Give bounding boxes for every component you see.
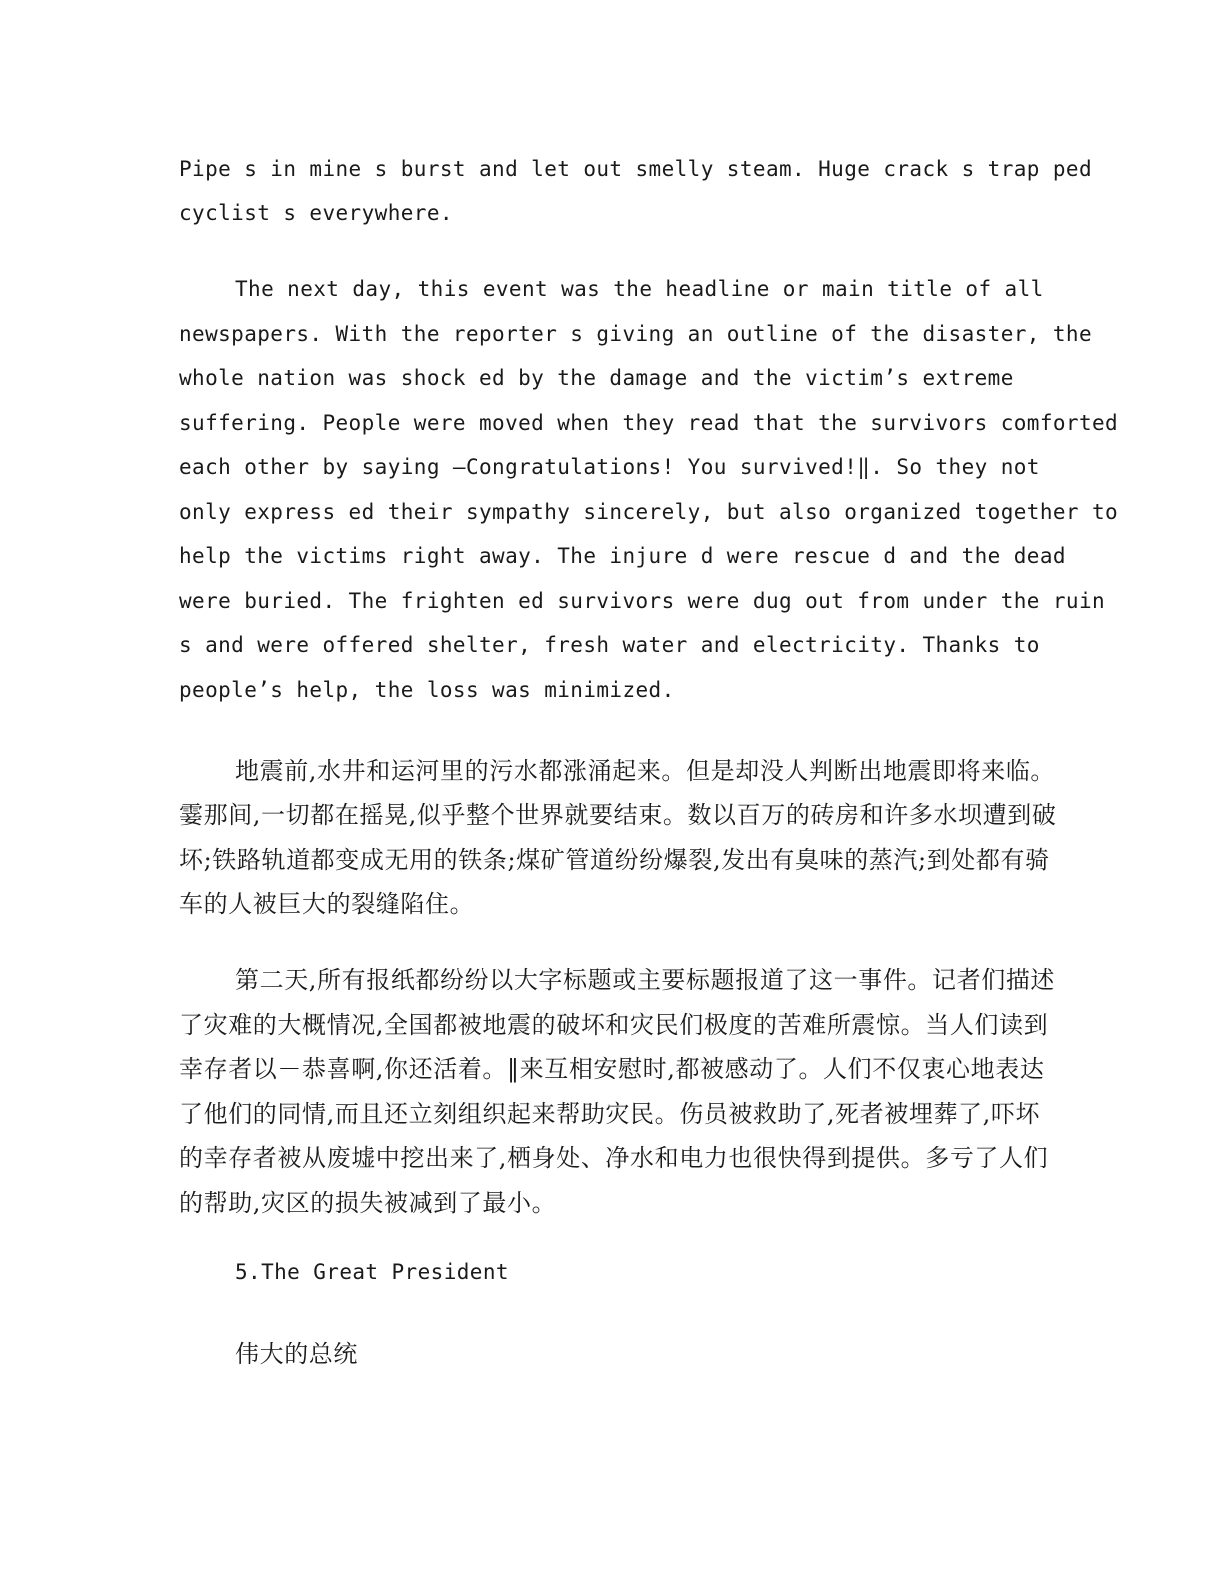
text-line: people’s help, the loss was minimized. bbox=[179, 678, 675, 702]
section-heading: 5.The Great President bbox=[235, 1260, 509, 1284]
text-line: were buried. The frighten ed survivors were dug out from under the ruin bbox=[179, 589, 1106, 613]
text-line: 第二天,所有报纸都纷纷以大字标题或主要标题报道了这一事件。记者们描述 bbox=[235, 966, 1056, 994]
text-line: only express ed their sympathy sincerely, but also organized together to bbox=[179, 500, 1119, 524]
section-heading-translation: 伟大的总统 bbox=[235, 1340, 358, 1368]
text-line: 坏;铁路轨道都变成无用的铁条;煤矿管道纷纷爆裂,发出有臭味的蒸汽;到处都有骑 bbox=[179, 846, 1050, 874]
text-line: suffering. People were moved when they read that the survivors comforted bbox=[179, 411, 1119, 435]
text-line: 了灾难的大概情况,全国都被地震的破坏和灾民们极度的苦难所震惊。当人们读到 bbox=[179, 1011, 1049, 1039]
text-line: 车的人被巨大的裂缝陷住。 bbox=[179, 890, 475, 918]
text-line: cyclist s everywhere. bbox=[179, 201, 453, 225]
text-line: The next day, this event was the headline or main title of all bbox=[235, 277, 1044, 301]
text-line: 了他们的同情,而且还立刻组织起来帮助灾民。伤员被救助了,死者被埋葬了,吓坏 bbox=[179, 1100, 1041, 1128]
text-line: each other by saying —Congratulations! You survived!‖. So they not bbox=[179, 455, 1040, 479]
text-line: whole nation was shock ed by the damage and the victim’s extreme bbox=[179, 366, 1014, 390]
text-line: newspapers. With the reporter s giving an outline of the disaster, the bbox=[179, 322, 1093, 346]
text-line: 霎那间,一切都在摇晃,似乎整个世界就要结束。数以百万的砖房和许多水坝遭到破 bbox=[179, 801, 1057, 829]
text-line: 幸存者以－恭喜啊,你还活着。‖来互相安慰时,都被感动了。人们不仅衷心地表达 bbox=[179, 1055, 1045, 1083]
text-line: Pipe s in mine s burst and let out smelly steam. Huge crack s trap ped bbox=[179, 157, 1093, 181]
text-line: s and were offered shelter, fresh water and electricity. Thanks to bbox=[179, 633, 1040, 657]
text-line: help the victims right away. The injure d were rescue d and the dead bbox=[179, 544, 1066, 568]
text-line: 的帮助,灾区的损失被减到了最小。 bbox=[179, 1189, 557, 1217]
text-line: 的幸存者被从废墟中挖出来了,栖身处、净水和电力也很快得到提供。多亏了人们 bbox=[179, 1144, 1049, 1172]
text-line: 地震前,水井和运河里的污水都涨涌起来。但是却没人判断出地震即将来临。 bbox=[235, 757, 1056, 785]
